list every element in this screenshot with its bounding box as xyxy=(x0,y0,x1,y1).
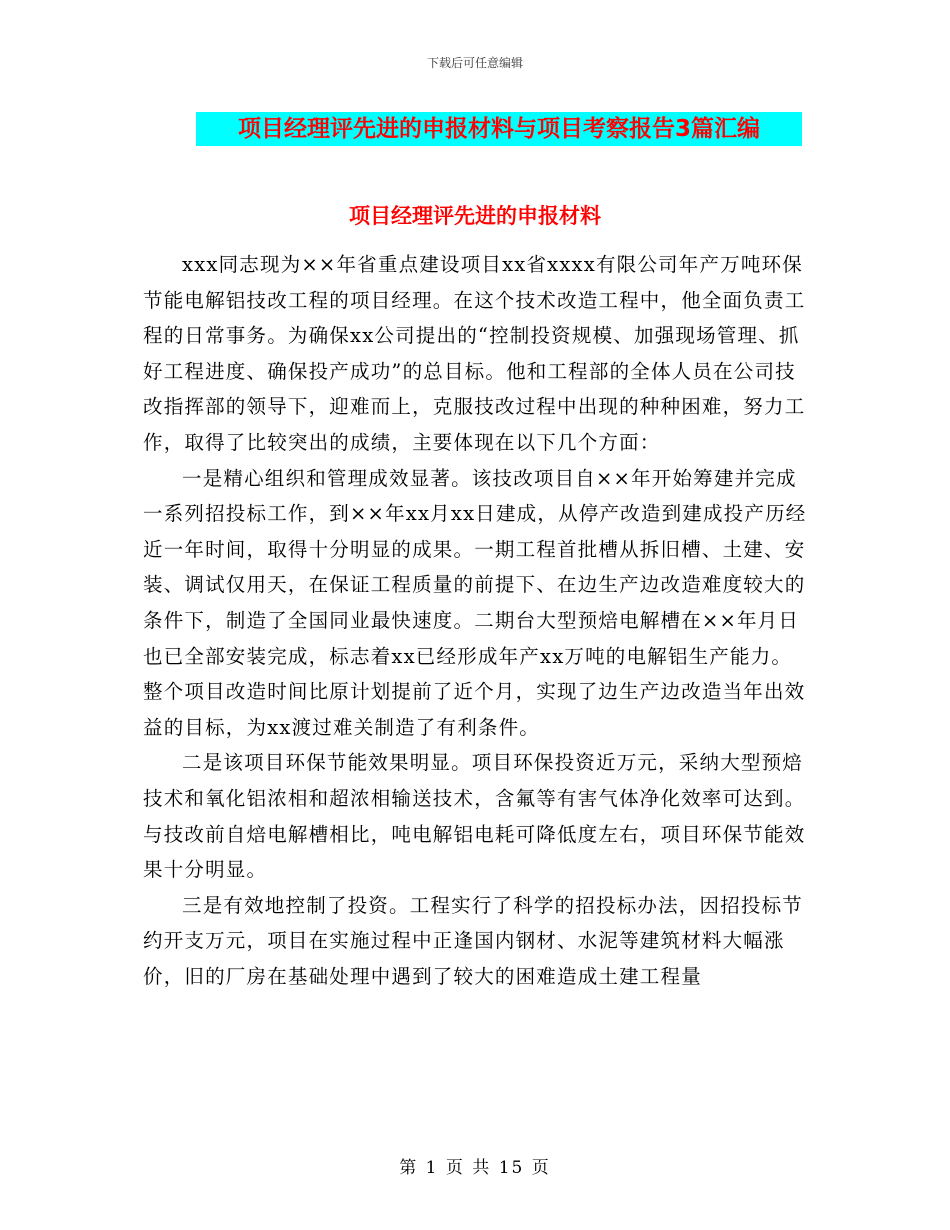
header-note: 下载后可任意编辑 xyxy=(426,56,523,70)
document-title-highlight xyxy=(196,112,802,146)
paragraph-environmental: 二是该项目环保节能效果明显。项目环保投资近万元，采纳大型预焙技术和氧化铝浓相和超浓相输送技术，含氟等有害气体净化效率可达到。与技改前自焙电解槽相比，吨电解铝电耗可降低度左右，项目环保节能效果十分明显。 xyxy=(143,751,806,882)
page-footer: 第 1 页 共 15 页 xyxy=(399,1158,551,1178)
paragraph-management: 一是精心组织和管理成效显著。该技改项目自××年开始筹建并完成一系列招投标工作，到××年xx月xx日建成，从停产改造到建成投产历经近一年时间，取得十分明显的成果。一期工程首批槽从拆旧槽、土建、安装、调试仅用天，在保证工程质量的前提下、在边生产边改造难度较大的条件下，制造了全国同业最快速度。二期台大型预焙电解槽在××年月日也已全部安装完成，标志着xx已经形成年产xx万吨的电解铝生产能力。整个项目改造时间比原计划提前了近个月，实现了边生产边改造当年出效益的目标，为xx渡过难关制造了有利条件。 xyxy=(143,466,807,739)
document-title: 项目经理评先进的申报材料与项目考察报告3篇汇编 xyxy=(237,116,760,142)
paragraph-intro: xxx同志现为××年省重点建设项目xx省xxxx有限公司年产万吨环保节能电解铝技改工程的项目经理。在这个技术改造工程中，他全面负责工程的日常事务。为确保xx公司提出的“控制投资规模、加强现场管理、抓好工程进度、确保投产成功”的总目标。他和工程部的全体人员在公司技改指挥部的领导下，迎难而上，克服技改过程中出现的种种困难，努力工作，取得了比较突出的成绩，主要体现在以下几个方面： xyxy=(143,253,806,454)
document-body xyxy=(143,247,811,994)
paragraph-investment: 三是有效地控制了投资。工程实行了科学的招投标办法，因招投标节约开支万元，项目在实施过程中正逢国内钢材、水泥等建筑材料大幅涨价，旧的厂房在基础处理中遇到了较大的困难造成土建工程量 xyxy=(143,893,804,988)
section-title: 项目经理评先进的申报材料 xyxy=(349,204,601,228)
